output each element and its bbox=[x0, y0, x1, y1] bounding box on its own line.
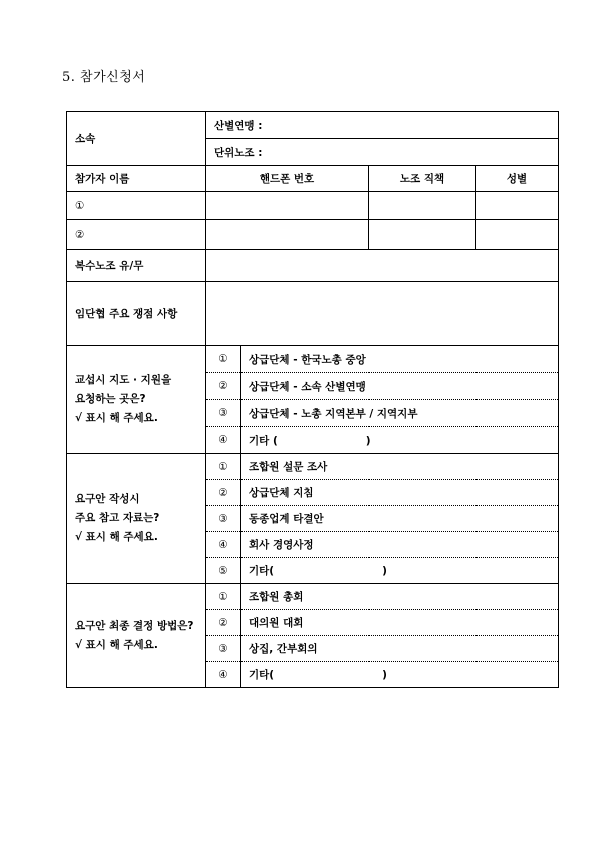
option-text: 상급단체 지침 bbox=[241, 480, 559, 506]
federation-field[interactable]: 산별연맹 : bbox=[206, 112, 559, 139]
support-question: 교섭시 지도 · 지원을 요청하는 곳은? √ 표시 해 주세요. bbox=[67, 346, 206, 454]
option-text: 상급단체 - 한국노총 중앙 bbox=[241, 346, 559, 373]
decision-question: 요구안 최종 결정 방법은? √ 표시 해 주세요. bbox=[67, 584, 206, 688]
affiliation-label: 소속 bbox=[67, 112, 206, 166]
option-number[interactable]: ② bbox=[206, 480, 241, 506]
issues-label: 임단협 주요 쟁점 사항 bbox=[67, 282, 206, 346]
option-text: 동종업계 타결안 bbox=[241, 506, 559, 532]
option-text: 상급단체 - 소속 산별연맹 bbox=[241, 373, 559, 400]
option-number[interactable]: ② bbox=[206, 610, 241, 636]
participant-header-row bbox=[67, 166, 559, 192]
participant-phone-cell[interactable] bbox=[206, 220, 369, 250]
participant-position-cell[interactable] bbox=[369, 192, 476, 220]
header-name: 참가자 이름 bbox=[67, 166, 206, 192]
option-number[interactable]: ② bbox=[206, 373, 241, 400]
option-number[interactable]: ③ bbox=[206, 506, 241, 532]
option-other[interactable]: 기타( ) bbox=[241, 662, 559, 688]
option-text: 회사 경영사정 bbox=[241, 532, 559, 558]
participant-phone-cell[interactable] bbox=[206, 192, 369, 220]
option-other[interactable]: 기타 ( ) bbox=[241, 427, 559, 454]
issues-field[interactable] bbox=[206, 282, 559, 346]
participant-name-cell[interactable]: ① bbox=[67, 192, 206, 220]
option-number[interactable]: ④ bbox=[206, 427, 241, 454]
option-other[interactable]: 기타( ) bbox=[241, 558, 559, 584]
option-number[interactable]: ① bbox=[206, 584, 241, 610]
participant-row bbox=[67, 220, 559, 250]
application-form-table bbox=[66, 111, 559, 688]
multi-union-field[interactable] bbox=[206, 250, 559, 282]
option-text: 대의원 대회 bbox=[241, 610, 559, 636]
option-number[interactable]: ③ bbox=[206, 636, 241, 662]
option-number[interactable]: ⑤ bbox=[206, 558, 241, 584]
header-gender: 성별 bbox=[476, 166, 559, 192]
participant-name-cell[interactable]: ② bbox=[67, 220, 206, 250]
section-heading: 5. 참가신청서 bbox=[62, 70, 146, 85]
option-number[interactable]: ④ bbox=[206, 662, 241, 688]
option-text: 조합원 총회 bbox=[241, 584, 559, 610]
participant-gender-cell[interactable] bbox=[476, 220, 559, 250]
multi-union-label: 복수노조 유/무 bbox=[67, 250, 206, 282]
option-text: 조합원 설문 조사 bbox=[241, 454, 559, 480]
option-number[interactable]: ④ bbox=[206, 532, 241, 558]
option-number[interactable]: ③ bbox=[206, 400, 241, 427]
option-text: 상급단체 - 노총 지역본부 / 지역지부 bbox=[241, 400, 559, 427]
header-position: 노조 직책 bbox=[369, 166, 476, 192]
union-field[interactable]: 단위노조 : bbox=[206, 139, 559, 166]
option-number[interactable]: ① bbox=[206, 346, 241, 373]
reference-question: 요구안 작성시 주요 참고 자료는? √ 표시 해 주세요. bbox=[67, 454, 206, 584]
participant-position-cell[interactable] bbox=[369, 220, 476, 250]
participant-row bbox=[67, 192, 559, 220]
participant-gender-cell[interactable] bbox=[476, 192, 559, 220]
option-number[interactable]: ① bbox=[206, 454, 241, 480]
header-phone: 핸드폰 번호 bbox=[206, 166, 369, 192]
option-text: 상집, 간부회의 bbox=[241, 636, 559, 662]
